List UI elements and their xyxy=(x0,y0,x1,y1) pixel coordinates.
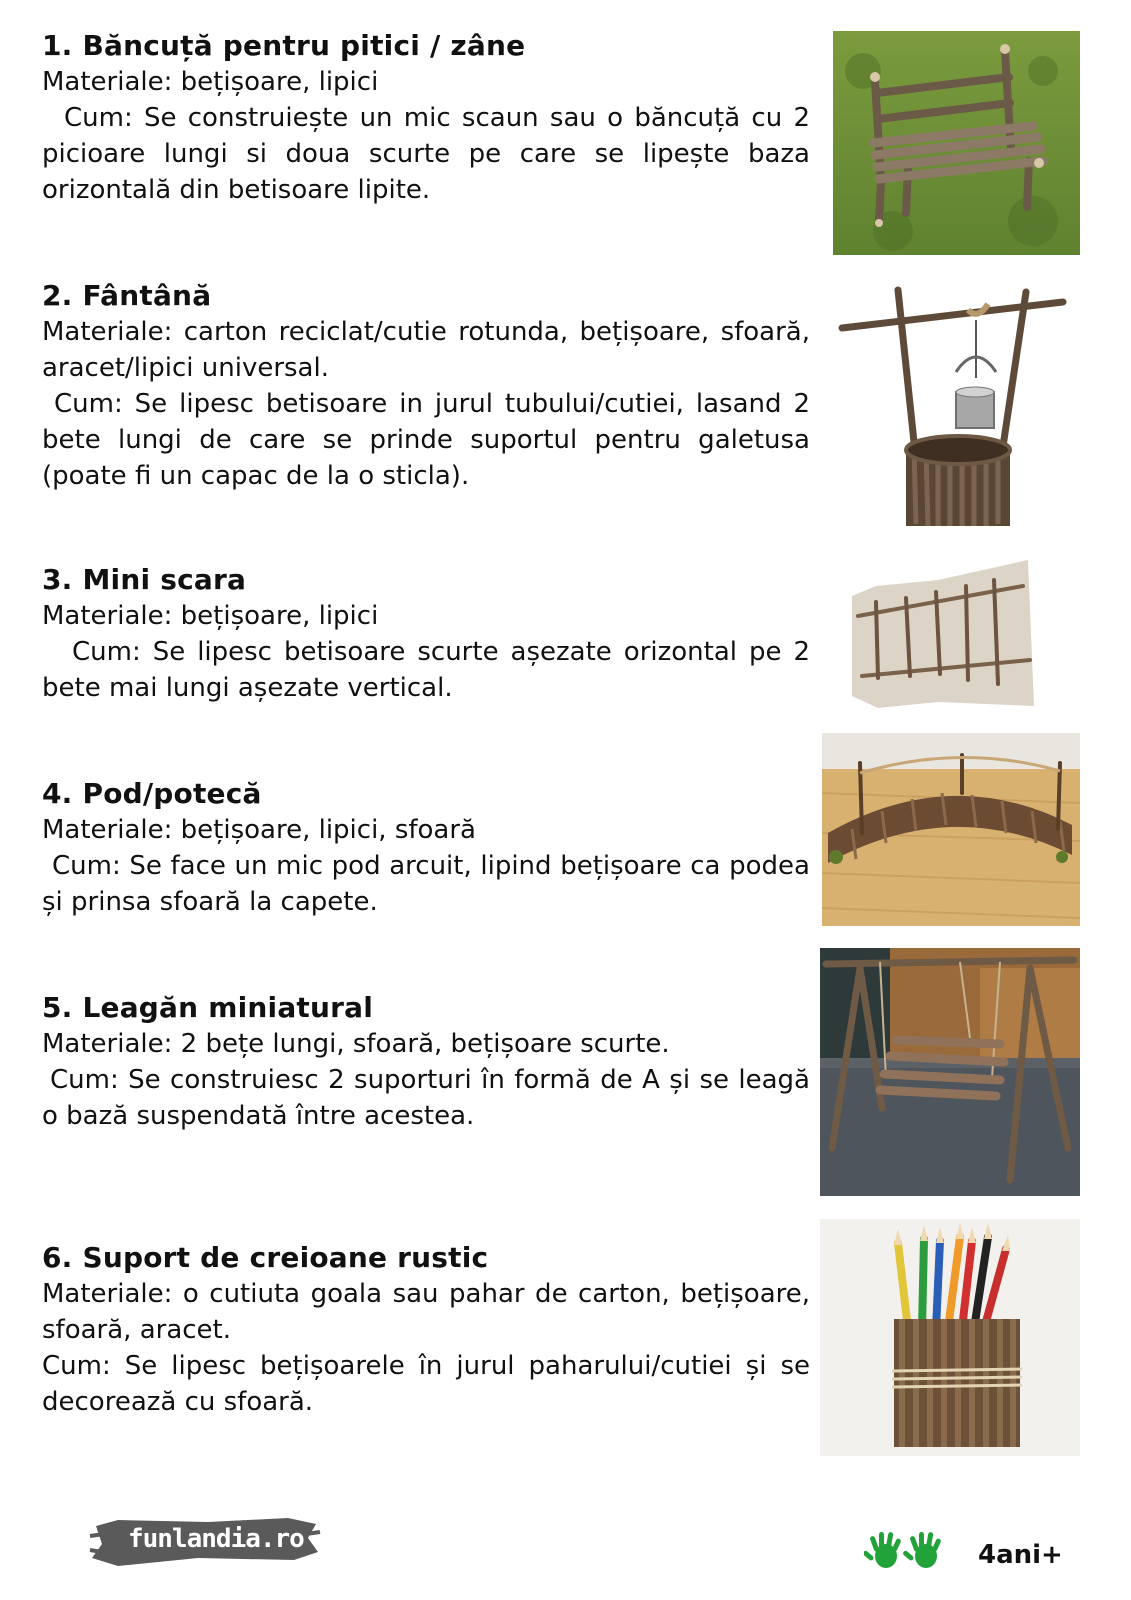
section-ladder xyxy=(42,562,810,706)
section-title: 1. Băncuță pentru pitici / zâne xyxy=(42,29,526,62)
section-materials: Materiale: bețișoare, lipici xyxy=(42,67,379,97)
section-how: Cum: Se construiesc 2 suporturi în formă de A și se leagă o bază suspendată între acestea. xyxy=(42,1065,810,1131)
section-title: 5. Leagăn miniatural xyxy=(42,991,374,1024)
section-how: Cum: Se face un mic pod arcuit, lipind bețișoare ca podea și prinsa sfoară la capete. xyxy=(42,851,810,917)
section-materials: Materiale: o cutiuta goala sau pahar de carton, bețișoare, sfoară, aracet. xyxy=(42,1279,810,1345)
section-bench xyxy=(42,28,810,208)
pencil-holder-photo xyxy=(820,1219,1080,1456)
section-materials: Materiale: bețișoare, lipici, sfoară xyxy=(42,815,476,845)
section-swing xyxy=(42,990,810,1134)
section-title: 3. Mini scara xyxy=(42,563,247,596)
section-well xyxy=(42,278,810,494)
section-how: Cum: Se construiește un mic scaun sau o băncuță cu 2 picioare lungi si doua scurte pe care se lipește baza orizontală din betisoare lipite. xyxy=(42,103,810,205)
section-title: 2. Fântână xyxy=(42,279,212,312)
hands-icon xyxy=(864,1532,954,1576)
bridge-photo xyxy=(822,733,1080,926)
section-materials: Materiale: bețișoare, lipici xyxy=(42,601,379,631)
section-how: Cum: Se lipesc betisoare in jurul tubului/cutiei, lasand 2 bete lungi de care se prinde suportul pentru galetusa (poate fi un capac de la o sticla). xyxy=(42,389,810,491)
well-photo xyxy=(838,280,1068,530)
section-how: Cum: Se lipesc bețișoarele în jurul paharului/cutiei și se decorează cu sfoară. xyxy=(42,1351,810,1417)
bench-photo xyxy=(833,31,1080,255)
swing-photo xyxy=(820,948,1080,1196)
age-badge xyxy=(880,1532,1080,1582)
logo-text: funlandia.ro xyxy=(128,1524,304,1554)
section-title: 4. Pod/potecă xyxy=(42,777,262,810)
section-title: 6. Suport de creioane rustic xyxy=(42,1241,489,1274)
section-pencil-holder xyxy=(42,1240,810,1420)
section-materials: Materiale: 2 bețe lungi, sfoară, bețișoare scurte. xyxy=(42,1029,670,1059)
section-materials: Materiale: carton reciclat/cutie rotunda, bețișoare, sfoară, aracet/lipici universal. xyxy=(42,317,810,383)
funlandia-logo[interactable] xyxy=(88,1512,322,1574)
section-how: Cum: Se lipesc betisoare scurte așezate orizontal pe 2 bete mai lungi așezate vertical. xyxy=(42,637,810,703)
ladder-photo xyxy=(848,556,1038,712)
section-bridge xyxy=(42,776,810,920)
age-label: 4ani+ xyxy=(978,1540,1063,1570)
